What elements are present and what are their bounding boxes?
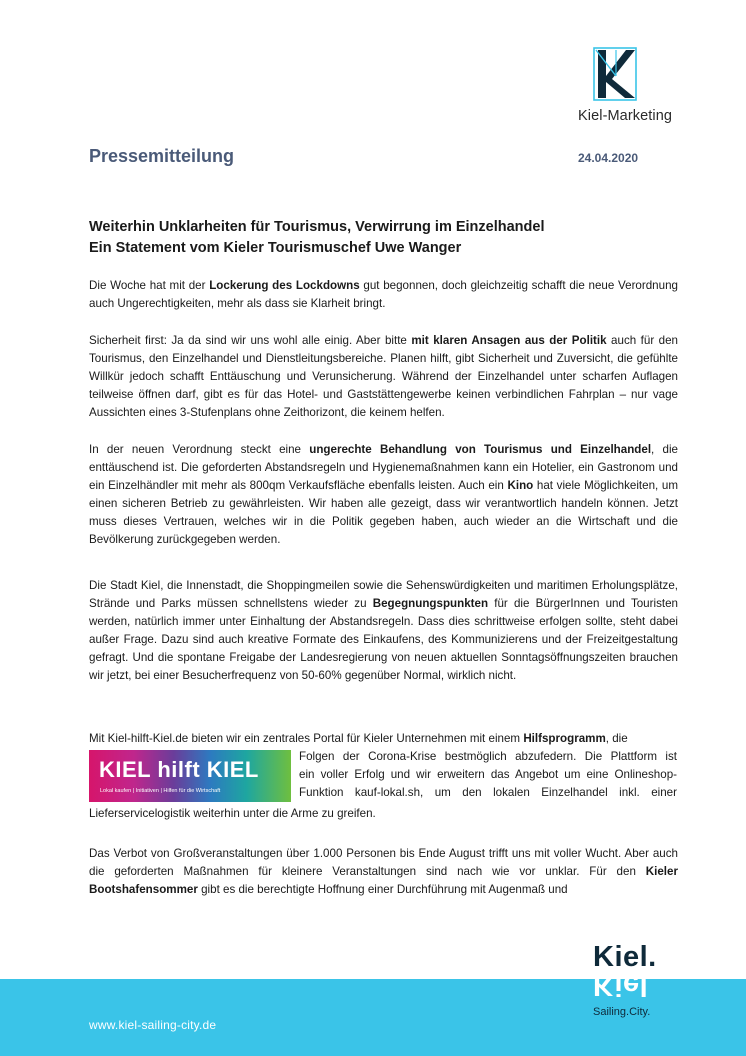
banner-subtitle: Lokal kaufen | Initiativen | Hilfen für die Wirtschaft xyxy=(100,788,221,794)
headline xyxy=(89,217,689,259)
headline-line-1: Weiterhin Unklarheiten für Tourismus, Verwirrung im Einzelhandel xyxy=(89,219,545,235)
p2-bold-1: mit klaren Ansagen aus der Politik xyxy=(411,334,607,347)
p3-text-c: , die enttäuschend ist. Die geforderten Abstandsregeln und Hygienemaßnahmen kann ein Hotelier, ein Gastronom und ein Einzelhändler mit mehr als 800qm Verkaufsfläche ebenfalls leisten. Auch ein xyxy=(89,443,678,493)
page-title: Pressemitteilung xyxy=(89,146,235,166)
p4-text-a: Die Stadt Kiel, die Innenstadt, die Shoppingmeilen sowie die Sehenswürdigkeiten und maritimen Erholungsplätze, Strände und Parks müssen schnellstens wieder zu xyxy=(89,579,678,611)
p5-bold-1: Hilfsprogramm xyxy=(523,732,606,745)
press-date: 24.04.2020 xyxy=(578,151,639,165)
kiel-hilft-kiel-banner[interactable] xyxy=(89,750,291,802)
paragraph-6 xyxy=(89,845,678,899)
kiel-sailing-city-logo xyxy=(593,942,683,1018)
p3-text-a: In der neuen Verordnung steckt eine xyxy=(89,443,310,456)
k-monogram-icon xyxy=(592,46,638,102)
p2-text-c: auch für den Tourismus, den Einzelhandel und Dienstleitungsbereiche. Planen hilft, gibt Sicherheit und Zuversicht, die gefühlte Willkür jedoch schafft Enttäuschung und Verunsicherung. Während der Einzelhandel unter scharfen Auflagen teilweise öffnen darf, gibt es für das Hotel- und Gaststättengewerbe keinen verbindlichen Fahrplan – nur vage Aussichten eines 3-Stufenplans ohne Zeithorizont, die keinem helfen. xyxy=(89,334,678,420)
p6-text-a: Das Verbot von Großveranstaltungen über 1.000 Personen bis Ende August trifft uns mit voller Wucht. Aber auch die geforderten Maßnahmen für kleinere Veranstaltungen sind nach wie vor unklar. Für den xyxy=(89,847,678,879)
paragraph-1 xyxy=(89,277,678,313)
kiel-marketing-logo xyxy=(578,46,678,124)
paragraph-4 xyxy=(89,577,678,686)
p4-text-c: für die BürgerInnen und Touristen werden, natürlich immer unter Einhaltung der Abstandsregeln. Dass dies schrittweise erfolgen sollte, steht dabei außer Frage. Dazu sind auch kreative Formate des Einkaufens, des Kommunizierens und der Freizeitgestaltung gefragt. Und die spontane Freigabe der Landesregierung von neuen aktuellen Sonntagsöffnungszeiten brauchen wir jetzt, bei einer Besucherfrequenz von 50-60% gegenüber Normal, wirklich nicht. xyxy=(89,597,678,683)
p3-bold-1: ungerechte Behandlung von Tourismus und Einzelhandel xyxy=(309,443,652,456)
p3-bold-2: Kino xyxy=(507,479,534,493)
p3-text-d: hat viele Möglichkeiten, um einen sicheren Betrieb zu gewährleisten. Wir haben alle gezeigt, dass wir verantwortlich handeln können. Jetzt muss dieses Vertrauen, welches wir in die Politik gegeben haben, auch wieder an die Wirtschaft und die Bevölkerung zurückgegeben werden. xyxy=(89,479,679,547)
p1-text-c: gut begonnen, doch gleichzeitig schafft die neue Verordnung auch Ungerechtigkeiten, mehr als dass sie Klarheit bringt. xyxy=(89,279,678,311)
logo-kiel-mirror: Kiel xyxy=(593,969,649,1001)
footer-url-link[interactable]: www.kiel-sailing-city.de xyxy=(89,1018,217,1032)
p5-wrap-line-1: Folgen der Corona-Krise bestmöglich abzufedern. Die Plattform ist xyxy=(299,750,677,763)
paragraph-3 xyxy=(89,441,678,550)
paragraph-5-intro xyxy=(89,730,678,748)
p1-bold-1: Lockerung des Lockdowns xyxy=(209,279,360,292)
p1-text-a: Die Woche hat mit der xyxy=(89,279,210,292)
p5-text-a: Mit Kiel-hilft-Kiel.de bieten wir ein zentrales Portal für Kieler Unternehmen mit einem xyxy=(89,732,524,745)
p6-bold-1: Kieler Bootshafensommer xyxy=(89,865,678,897)
logo-claim: Sailing.City. xyxy=(593,1006,651,1018)
p5-wrap-line-2: ein voller Erfolg und wir erweitern das Angebot um eine Onlineshop- xyxy=(299,768,677,782)
paragraph-5-wrap xyxy=(299,748,677,802)
banner-title: KIEL hilft KIEL xyxy=(99,757,259,782)
p5-wrap-line-3: Funktion kauf-lokal.sh, um den lokalen Einzelhandel inkl. einer xyxy=(299,786,677,800)
logo-text: Kiel-Marketing xyxy=(578,108,673,124)
logo-kiel-text: Kiel. xyxy=(593,941,657,973)
p2-text-a: Sicherheit first: Ja da sind wir uns wohl alle einig. Aber bitte xyxy=(89,334,412,347)
p6-text-c: gibt es die berechtigte Hoffnung einer Durchführung mit Augenmaß und xyxy=(197,883,568,897)
p4-bold-1: Begegnungspunkten xyxy=(372,597,489,611)
paragraph-5-tail: Lieferservicelogistik weiterhin unter die Arme zu greifen. xyxy=(89,807,376,820)
p5-text-c: , die xyxy=(605,732,628,745)
headline-line-2: Ein Statement vom Kieler Tourismuschef Uwe Wanger xyxy=(89,240,462,256)
paragraph-2 xyxy=(89,332,678,422)
